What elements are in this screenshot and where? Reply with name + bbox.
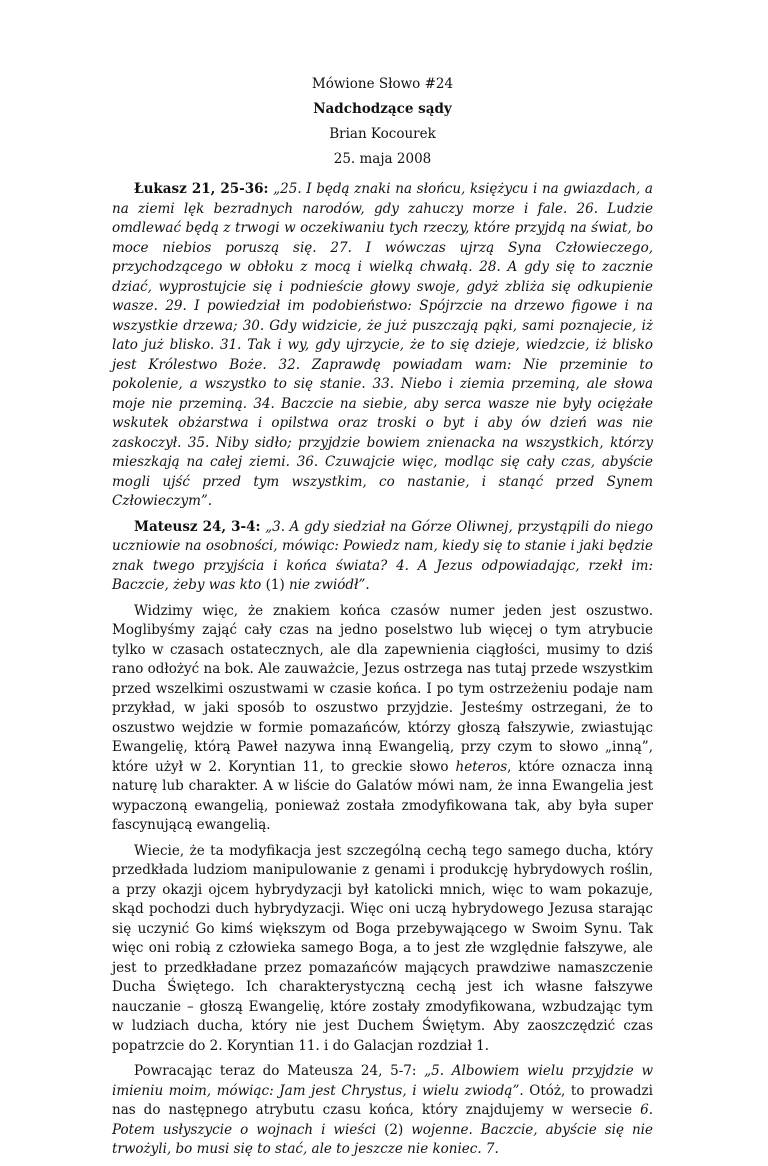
body-text: Otóż, to prowadzi nas do następnego atrybutu czasu końca, który znajdujemy w wersecie (112, 1082, 653, 1118)
author-name: Brian Kocourek (329, 126, 436, 142)
scripture-quote: „5. Albowiem wielu przyjdzie w imieniu moim, mówiąc: Jam jest Chrystus, i wielu zwiodą”. (112, 1063, 653, 1099)
body-text: , które oznacza inną naturę lub charakter. A w liście do Galatów mówi nam, że inna Ewangelia jest wypaczoną ewangelią, ponieważ została zmodyfikowana tak, aby była super fascynującą ewangelią. (112, 758, 653, 833)
scripture-quote: „25. I będą znaki na słońcu, księżycu i na gwiazdach, a na ziemi lęk bezradnych narodów, gdy zahuczy morze i fale. 26. Ludzie omdlewać będą z trwogi w oczekiwaniu tych rzeczy, które przyjdą na świat, bo moce niebios poruszą się. 27. I wówczas ujrzą Syna Człowieczego, przychodzącego w obłoku z mocą i wielką chwałą. 28. A gdy się to zacznie dziać, wyprostujcie się i podnieście głowy swoje, gdyż zbliża się odkupienie wasze. 29. I powiedział im podobieństwo: Spójrzcie na drzewo figowe i na wszystkie drzewa; 30. Gdy widzicie, że już puszczają pąki, sami poznajecie, iż lato już blisko. 31. Tak i wy, gdy ujrzycie, że to się dzieje, wiedzcie, iż blisko jest Królestwo Boże. 32. Zaprawdę powiadam wam: Nie przeminie to pokolenie, a wszystko to się stanie. 33. Niebo i ziemia przeminą, ale słowa moje nie przeminą. 34. Baczcie na siebie, aby serca wasze nie były ociężałe wskutek obżarstwa i opilstwa oraz troski o byt i aby ów dzień was nie zaskoczył. 35. Niby sidło; przyjdzie bowiem znienacka na wszystkich, którzy mieszkają na całej ziemi. 36. Czuwajcie więc, modląc się cały czas, abyście mogli ujść przed tym wszystkim, co nastanie, i stanąć przed Synem Człowieczym”. (112, 181, 653, 509)
scripture-reference: Mateusz 24, 3-4: (134, 518, 261, 535)
emphasized-word: heteros (455, 758, 508, 775)
paragraph-matthew-continued (112, 1062, 653, 1160)
page-title: Nadchodzące sądy (313, 101, 452, 117)
scripture-quote: 6. Potem usłyszycie o wojnach i wieści (112, 1102, 653, 1138)
body-text: Wiecie, że ta modyfikacja jest szczególną cechą tego samego ducha, który przedkłada ludziom manipulowanie z genami i produkcję hybrydowych roślin, a przy okazji ojcem hybrydyzacji był katolicki mnich, więc to wam pokazuje, skąd pochodzi duch hybrydyzacji. Więc oni uczą hybrydowego Jezusa starając się uczynić Go kimś większym od Boga przebywającego w Swoim Synu. Tak więc oni robią z człowieka samego Boga, a to jest złe względnie fałszywe, ale jest to przedkładane przez pomazańców mających prawdziwe namaszczenie Ducha Świętego. Ich charakterystyczną cechą jest ich własne fałszywe nauczanie – głoszą Ewangelię, które zostały zmodyfikowana, wzbudzając tym w ludziach ducha, który nie jest Duchem Świętym. Aby zaoszczędzić czas popatrzcie do 2. Koryntian 11. i do Galacjan rozdział 1. (112, 842, 653, 1054)
scripture-reference: Łukasz 21, 25-36: (134, 181, 269, 197)
footnote-marker: (2) (384, 1121, 404, 1138)
document-page (112, 74, 653, 1166)
scripture-quote-end: nie zwiódł”. (284, 577, 370, 593)
paragraph-matthew-quote (112, 518, 653, 596)
scripture-quote-end: wojenne. Baczcie, abyście się nie trwożyli, bo musi się to stać, ale to jeszcze nie koniec. 7. (112, 1121, 653, 1157)
footnote-marker: (1) (265, 577, 285, 593)
sermon-date: 25. maja 2008 (333, 151, 432, 167)
series-label: Mówione Słowo #24 (311, 76, 454, 92)
body-text: Powracając teraz do Mateusza 24, 5-7: (134, 1063, 425, 1079)
paragraph-hybridization (112, 842, 653, 1057)
paragraph-deception (112, 602, 653, 836)
scripture-quote: „3. A gdy siedział na Górze Oliwnej, przystąpili do niego uczniowie na osobności, mówiąc: Powiedz nam, kiedy się to stanie i jaki będzie znak twego przyjścia i końca świata? 4. A Jezus odpowiadając, rzekł im: Baczcie, żeby was kto (112, 518, 654, 593)
body-text: Widzimy więc, że znakiem końca czasów numer jeden jest oszustwo. Moglibyśmy zająć cały czas na jedno poselstwo lub więcej o tym atrybucie tylko w czasach ostatecznych, ale dla zapewnienia ciągłości, musimy to dziś rano odłożyć na bok. Ale zauważcie, Jezus ostrzega nas tutaj przede wszystkim przed wszelkimi oszustwami w czasie końca. I po tym ostrzeżeniu podaje nam przykład, w jaki sposób to oszustwo przyjdzie. Jesteśmy ostrzegani, że to oszustwo wejdzie w formie pomazańców, którzy głoszą fałszywie, zwiastując Ewangelię, którą Paweł nazywa inną Ewangelią, przy czym to słowo „inną”, które użył w 2. Koryntian 11, to greckie słowo (112, 602, 653, 775)
paragraph-luke-quote (112, 180, 653, 512)
